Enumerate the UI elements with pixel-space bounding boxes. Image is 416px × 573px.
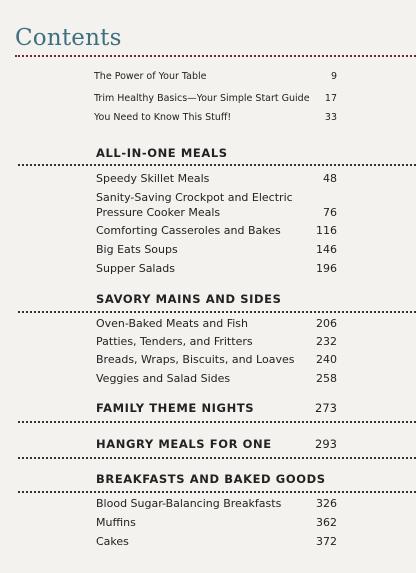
title-rule xyxy=(15,55,416,57)
section-rule xyxy=(18,491,416,493)
toc-entry-label: Cakes xyxy=(96,535,129,548)
section-rule xyxy=(18,164,416,166)
section-rule xyxy=(18,311,416,313)
toc-entry-page: 232 xyxy=(316,335,337,348)
toc-entry-page: 326 xyxy=(316,497,337,510)
toc-entry-page: 258 xyxy=(316,372,337,385)
section-rule xyxy=(18,421,416,423)
section-heading-label: BREAKFASTS AND BAKED GOODS xyxy=(96,472,326,486)
section-heading-label: HANGRY MEALS FOR ONE xyxy=(96,437,272,451)
toc-entry-label: Veggies and Salad Sides xyxy=(96,372,231,385)
toc-entry-label: You Need to Know This Stuff! xyxy=(94,112,232,123)
toc-entry-page: 17 xyxy=(324,93,337,104)
section-heading-label: ALL-IN-ONE MEALS xyxy=(96,146,228,160)
section-heading-page: 273 xyxy=(315,401,337,415)
toc-entry-page: 372 xyxy=(316,535,337,548)
toc-entry-label: Supper Salads xyxy=(96,262,175,275)
toc-entry-page: 146 xyxy=(316,243,337,256)
section-heading-label: SAVORY MAINS AND SIDES xyxy=(96,292,282,306)
toc-entry-label: Patties, Tenders, and Fritters xyxy=(96,335,253,348)
toc-entry-page: 240 xyxy=(316,353,337,366)
toc-entry-page: 362 xyxy=(316,516,337,529)
toc-entry-page: 48 xyxy=(323,172,337,185)
toc-entry-page: 9 xyxy=(330,71,337,82)
toc-entry-label: Trim Healthy Basics—Your Simple Start Guide xyxy=(94,93,310,104)
page-title: Contents xyxy=(15,25,122,51)
toc-entry-label: Blood Sugar-Balancing Breakfasts xyxy=(96,497,282,510)
toc-entry-label: Speedy Skillet Meals xyxy=(96,172,210,185)
toc-entry-label: The Power of Your Table xyxy=(94,71,207,82)
toc-entry-label: Sanity-Saving Crockpot and Electric Pressure Cooker Meals xyxy=(96,191,293,219)
section-heading-page: 293 xyxy=(315,437,337,451)
toc-entry-page: 116 xyxy=(316,224,337,237)
toc-entry-page: 76 xyxy=(323,206,337,219)
toc-entry-label: Breads, Wraps, Biscuits, and Loaves xyxy=(96,353,295,366)
toc-entry-label: Oven-Baked Meats and Fish xyxy=(96,317,249,330)
toc-entry-page: 33 xyxy=(324,112,337,123)
toc-entry-label: Muffins xyxy=(96,516,136,529)
toc-entry-label: Big Eats Soups xyxy=(96,243,178,256)
toc-entry-page: 196 xyxy=(316,262,337,275)
toc-entry-label: Comforting Casseroles and Bakes xyxy=(96,224,281,237)
section-rule xyxy=(18,457,416,459)
toc-entry-page: 206 xyxy=(316,317,337,330)
section-heading-label: FAMILY THEME NIGHTS xyxy=(96,401,255,415)
